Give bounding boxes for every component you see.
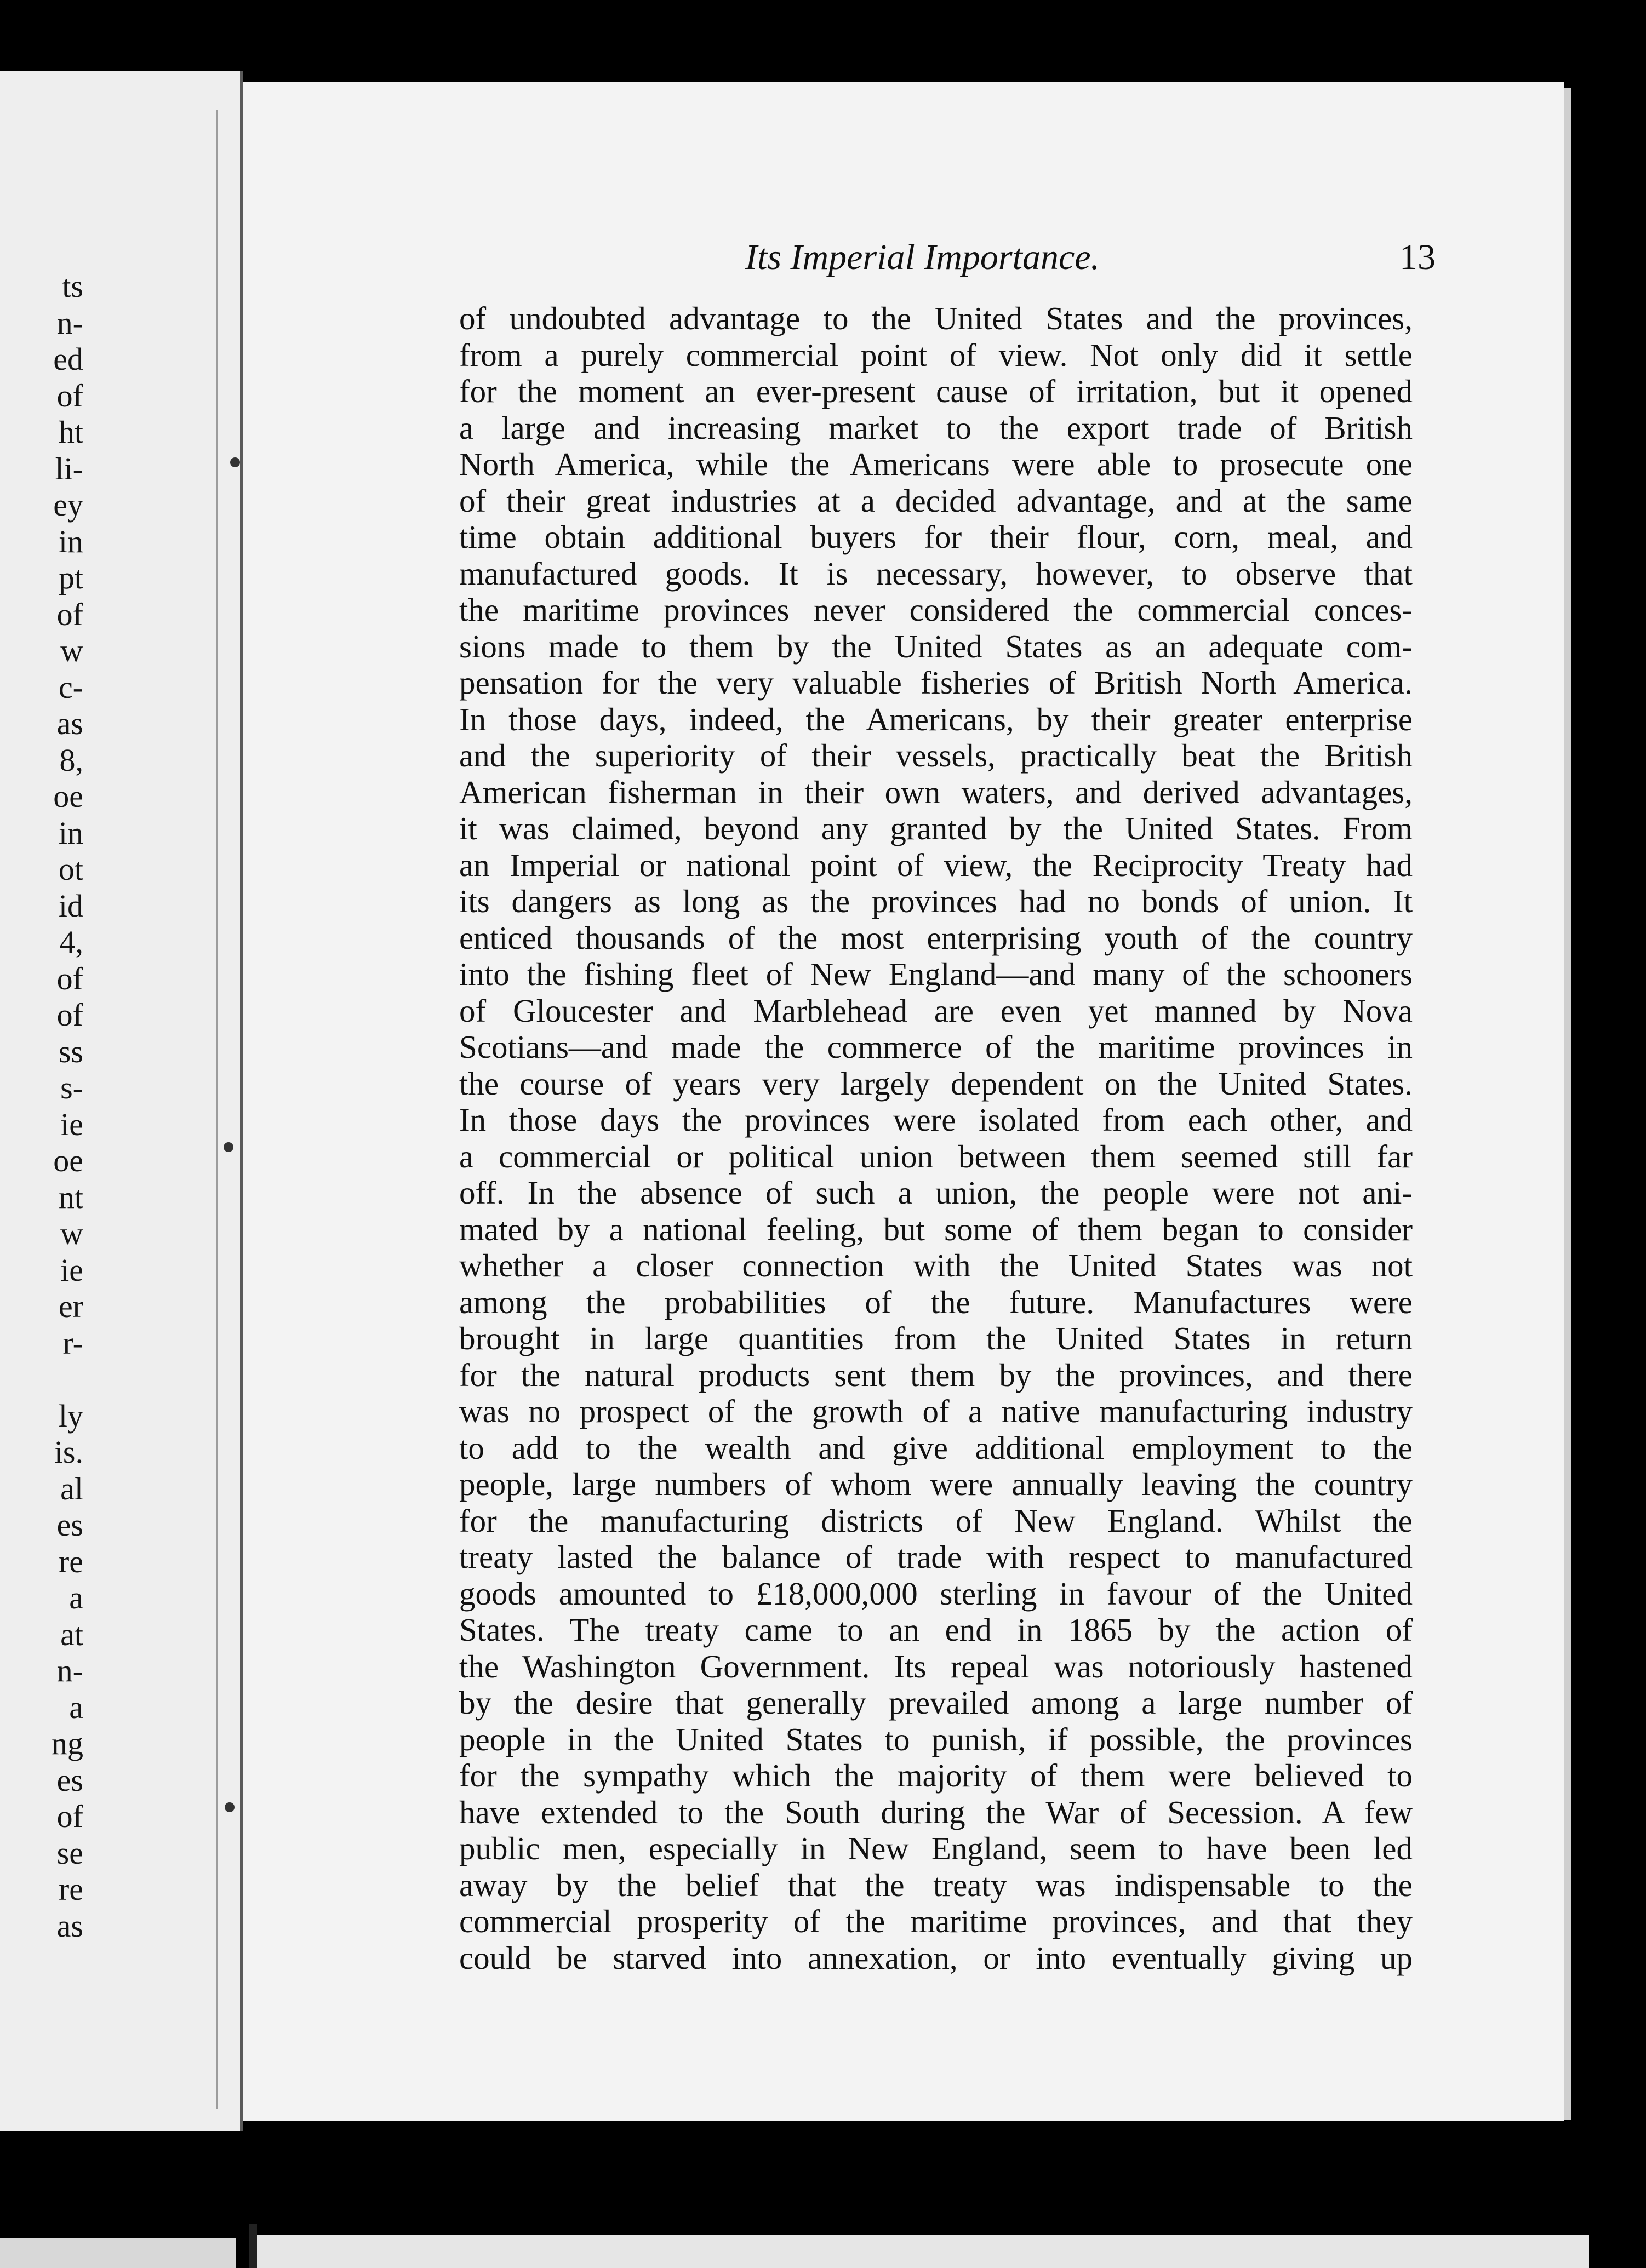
left-page-fragment: in <box>58 523 83 559</box>
text-line: North America, while the Americans were able to prosecute one <box>459 446 1413 482</box>
left-page-fragment: li- <box>55 450 83 486</box>
next-page-strip-right <box>252 2235 1589 2268</box>
text-line: commercial prosperity of the maritime provinces, and that they <box>459 1903 1413 1939</box>
text-line: for the moment an ever-present cause of irritation, but it opened <box>459 373 1413 409</box>
text-line: among the probabilities of the future. Manufactures were <box>459 1284 1413 1320</box>
left-page-fragment: 4, <box>59 924 83 960</box>
text-line: time obtain additional buyers for their flour, corn, meal, and <box>459 519 1413 555</box>
left-page-fragment: pt <box>58 560 83 595</box>
text-line: its dangers as long as the provinces had no bonds of union. It <box>459 883 1413 919</box>
text-line: to add to the wealth and give additional employment to the <box>459 1429 1413 1466</box>
left-page-fragment: of <box>56 377 83 414</box>
text-line: it was claimed, beyond any granted by the United States. From <box>459 810 1413 846</box>
left-page-fragment: n- <box>56 305 83 341</box>
left-page-fragment: ed <box>53 341 83 377</box>
text-line: a large and increasing market to the export trade of British <box>459 409 1413 446</box>
text-line: mated by a national feeling, but some of them began to consider <box>459 1211 1413 1247</box>
left-page-fragment: ht <box>58 414 83 450</box>
text-line: people in the United States to punish, if possible, the provinces <box>459 1721 1413 1757</box>
left-page-fragment: s- <box>60 1070 83 1106</box>
text-line: States. The treaty came to an end in 1865 by the action of <box>459 1612 1413 1648</box>
left-page-fragment: ie <box>60 1252 83 1288</box>
left-page-fragment: a <box>69 1580 83 1616</box>
left-page-fragment: ss <box>58 1033 83 1069</box>
text-line: the maritime provinces never considered the commercial conces- <box>459 592 1413 628</box>
text-line: enticed thousands of the most enterprising youth of the country <box>459 919 1413 956</box>
left-page-fragment: re <box>58 1871 83 1907</box>
bottom-notch <box>249 2224 257 2268</box>
left-page-fragment: w <box>60 1216 83 1251</box>
text-line: manufactured goods. It is necessary, however, to observe that <box>459 555 1413 592</box>
text-line: was no prospect of the growth of a native manufacturing industry <box>459 1393 1413 1429</box>
left-page-fragment: ey <box>53 487 83 523</box>
left-page-fragment: id <box>58 887 83 924</box>
text-line: off. In the absence of such a union, the people were not ani- <box>459 1175 1413 1211</box>
left-page-fragment: 8, <box>59 742 83 778</box>
text-line: by the desire that generally prevailed among a large number of <box>459 1685 1413 1721</box>
left-page-fragment: r- <box>62 1325 83 1361</box>
left-page-text <box>0 268 241 2021</box>
left-page-fragment: oe <box>53 1143 83 1178</box>
left-page-fragment: es <box>56 1507 83 1543</box>
next-page-strip-left <box>0 2238 236 2268</box>
text-line: treaty lasted the balance of trade with respect to manufactured <box>459 1539 1413 1575</box>
left-page-fragment: es <box>56 1762 83 1798</box>
left-page-fragment: re <box>58 1543 83 1579</box>
left-page-fragment: nt <box>58 1179 83 1215</box>
text-line: of undoubted advantage to the United States and the provinces, <box>459 300 1413 336</box>
left-page-fragment: in <box>58 815 83 851</box>
text-line: the Washington Government. Its repeal was notoriously hastened <box>459 1648 1413 1685</box>
text-line: into the fishing fleet of New England—and many of the schooners <box>459 956 1413 992</box>
left-page-fragment: is. <box>54 1434 83 1470</box>
left-page-fragment: a <box>69 1689 83 1725</box>
page-number: 13 <box>1399 237 1436 277</box>
text-line: a commercial or political union between them seemed still far <box>459 1138 1413 1175</box>
text-line: and the superiority of their vessels, practically beat the British <box>459 737 1413 774</box>
text-line: of Gloucester and Marblehead are even yet manned by Nova <box>459 992 1413 1029</box>
left-page-fragment: as <box>56 706 83 741</box>
body-text <box>459 300 1413 1976</box>
text-line: In those days, indeed, the Americans, by their greater enterprise <box>459 701 1413 737</box>
text-line: for the sympathy which the majority of them were believed to <box>459 1757 1413 1794</box>
left-page-fragment: oe <box>53 778 83 814</box>
left-page-fragment: ot <box>58 851 83 887</box>
text-line: for the natural products sent them by the provinces, and there <box>459 1356 1413 1393</box>
text-line: Scotians—and made the commerce of the maritime provinces in <box>459 1029 1413 1065</box>
left-page-fragment: of <box>56 960 83 996</box>
text-line: brought in large quantities from the United States in return <box>459 1320 1413 1356</box>
text-line: an Imperial or national point of view, the Reciprocity Treaty had <box>459 846 1413 883</box>
left-page-fragment: n- <box>56 1653 83 1688</box>
text-line: for the manufacturing districts of New England. Whilst the <box>459 1502 1413 1539</box>
page-edge <box>1564 88 1571 2120</box>
text-line: away by the belief that the treaty was indispensable to the <box>459 1866 1413 1903</box>
left-page-fragment: as <box>56 1908 83 1944</box>
left-page-fragment: of <box>56 596 83 632</box>
text-line: In those days the provinces were isolated from each other, and <box>459 1102 1413 1138</box>
left-page-fragment: w <box>60 633 83 668</box>
left-page-fragment: at <box>60 1616 83 1652</box>
left-page-fragment: er <box>58 1288 83 1324</box>
left-page-fragment: of <box>56 1799 83 1834</box>
text-line: the course of years very largely dependent on the United States. <box>459 1065 1413 1102</box>
left-page-fragment: ts <box>62 268 83 304</box>
text-line: from a purely commercial point of view. Not only did it settle <box>459 336 1413 373</box>
left-page-fragment <box>0 1361 241 1398</box>
text-line: goods amounted to £18,000,000 sterling in favour of the United <box>459 1575 1413 1612</box>
text-line: pensation for the very valuable fisheries of British North America. <box>459 665 1413 701</box>
left-page-fragment: of <box>56 997 83 1033</box>
left-page-fragment: ly <box>58 1398 83 1434</box>
text-line: public men, especially in New England, seem to have been led <box>459 1830 1413 1866</box>
text-line: whether a closer connection with the United States was not <box>459 1247 1413 1284</box>
left-page-fragment: se <box>56 1835 83 1871</box>
left-page-fragment: ie <box>60 1106 83 1142</box>
text-line: sions made to them by the United States as an adequate com- <box>459 628 1413 665</box>
left-page-fragment: al <box>60 1470 83 1507</box>
text-line: have extended to the South during the War of Secession. A few <box>459 1794 1413 1830</box>
left-page-fragment: c- <box>58 669 83 705</box>
text-line: American fisherman in their own waters, and derived advantages, <box>459 774 1413 810</box>
left-page-fragment: ng <box>52 1726 83 1761</box>
text-line: people, large numbers of whom were annually leaving the country <box>459 1466 1413 1502</box>
running-header <box>460 233 1436 282</box>
text-line: could be starved into annexation, or into eventually giving up <box>459 1939 1413 1976</box>
text-line: of their great industries at a decided advantage, and at the same <box>459 482 1413 519</box>
running-title: Its Imperial Importance. <box>745 237 1100 277</box>
